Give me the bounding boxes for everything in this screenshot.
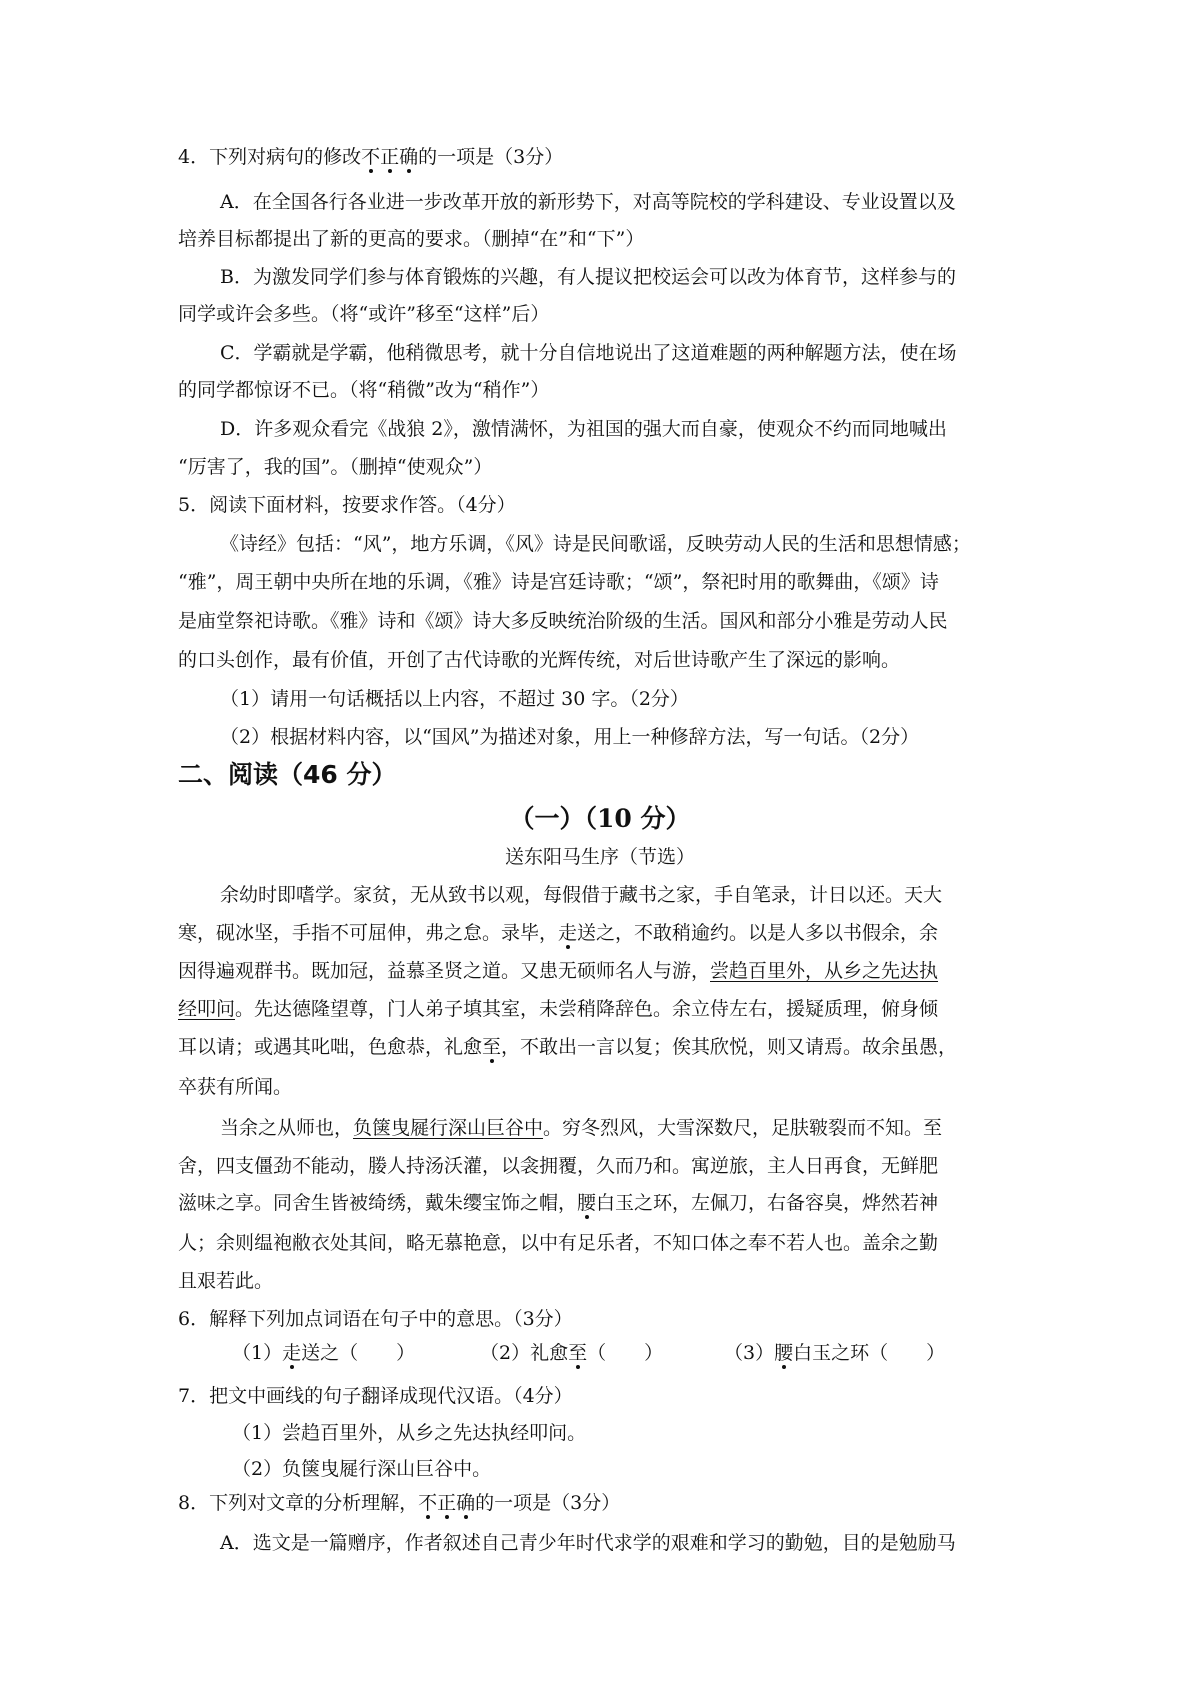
passage-line5: 耳以请；或遇其叱咄，色愈恭，礼愈至，不敢出一言以复；俟其欣悦，则又请焉。故余虽愚， xyxy=(178,1036,958,1058)
q5-passage-line4: 的口头创作，最有价值，开创了古代诗歌的光辉传统，对后世诗歌产生了深远的影响。 xyxy=(178,649,901,671)
q5-sub1: （1）请用一句话概括以上内容，不超过 30 字。（2分） xyxy=(220,688,689,710)
q4-option-d-line2: “厉害了，我的国”。（删掉“使观众”） xyxy=(178,456,493,478)
emphasis-dot: 至 xyxy=(482,1036,502,1058)
emphasis-dot: 至 xyxy=(568,1342,588,1364)
q5-passage-line1: 《诗经》包括：“风”，地方乐调，《风》诗是民间歌谣，反映劳动人民的生活和思想情感； xyxy=(220,533,971,555)
emphasis-dot: 不 xyxy=(418,1492,438,1514)
underlined-sentence: 尝趋百里外，从乡之先达执 xyxy=(710,960,939,982)
underlined-sentence: 负箧曳屣行深山巨谷中 xyxy=(353,1117,544,1139)
q8-option-a-line1: A．选文是一篇赠序，作者叙述自己青少年时代求学的艰难和学习的勤勉，目的是勉励马 xyxy=(220,1532,956,1554)
passage-line11: 且艰若此。 xyxy=(178,1270,274,1292)
q5-stem: 5．阅读下面材料，按要求作答。（4分） xyxy=(178,494,516,516)
passage-line6: 卒获有所闻。 xyxy=(178,1076,293,1098)
passage-line2: 寒，砚冰坚，手指不可屈伸，弗之怠。录毕，走送之，不敢稍逾约。以是人多以书假余，余 xyxy=(178,922,939,944)
q5-sub2: （2）根据材料内容，以“国风”为描述对象，用上一种修辞方法，写一句话。（2分） xyxy=(220,726,920,748)
q7-sentence1: （1）尝趋百里外，从乡之先达执经叩问。 xyxy=(232,1422,587,1444)
emphasis-dot: 确 xyxy=(456,1492,476,1514)
q5-passage-line3: 是庙堂祭祀诗歌。《雅》诗和《颂》诗大多反映统治阶级的生活。国风和部分小雅是劳动人民 xyxy=(178,610,948,632)
passage-line4: 经叩问。先达德隆望尊，门人弟子填其室，未尝稍降辞色。余立侍左右，援疑质理，俯身倾 xyxy=(178,998,939,1020)
q5-passage-line2: “雅”，周王朝中央所在地的乐调，《雅》诗是宫廷诗歌；“颂”，祭祀时用的歌舞曲，《颂》诗 xyxy=(178,571,939,593)
passage-line3: 因得遍观群书。既加冠，益慕圣贤之道。又患无硕师名人与游，尝趋百里外，从乡之先达执 xyxy=(178,960,939,982)
q6-item1: （1）走送之（ ） xyxy=(232,1342,416,1364)
q4-option-a-line1: A．在全国各行各业进一步改革开放的新形势下，对高等院校的学科建设、专业设置以及 xyxy=(220,191,956,213)
emphasis-dot: 腰 xyxy=(774,1342,794,1364)
q4-option-a-line2: 培养目标都提出了新的更高的要求。（删掉“在”和“下”） xyxy=(178,228,645,250)
passage-line9: 滋味之享。同舍生皆被绮绣，戴朱缨宝饰之帽，腰白玉之环，左佩刀，右备容臭，烨然若神 xyxy=(178,1192,939,1214)
underlined-sentence: 经叩问 xyxy=(178,998,236,1020)
passage-line7: 当余之从师也，负箧曳屣行深山巨谷中。穷冬烈风，大雪深数尺，足肤皲裂而不知。至 xyxy=(220,1117,943,1139)
q4-option-d-line1: D．许多观众看完《战狼 2》，激情满怀，为祖国的强大而自豪，使观众不约而同地喊出 xyxy=(220,418,947,440)
q6-stem: 6．解释下列加点词语在句子中的意思。（3分） xyxy=(178,1308,573,1330)
passage-line10: 人；余则缊袍敝衣处其间，略无慕艳意，以中有足乐者，不知口体之奉不若人也。盖余之勤 xyxy=(178,1232,939,1254)
q4-option-c-line1: C．学霸就是学霸，他稍微思考，就十分自信地说出了这道难题的两种解题方法，使在场 xyxy=(220,342,957,364)
q4-option-c-line2: 的同学都惊讶不已。（将“稍微”改为“稍作”） xyxy=(178,379,550,401)
section-heading: 二、阅读（46 分） xyxy=(178,760,397,789)
emphasis-dot: 走 xyxy=(558,922,578,944)
passage-line8: 舍，四支僵劲不能动，媵人持汤沃灌，以衾拥覆，久而乃和。寓逆旅，主人日再食，无鲜肥 xyxy=(178,1155,939,1177)
part-title: （一）（10 分） xyxy=(509,804,691,833)
emphasis-dot: 不 xyxy=(361,146,381,168)
q7-stem: 7．把文中画线的句子翻译成现代汉语。（4分） xyxy=(178,1385,573,1407)
q6-item3: （3）腰白玉之环（ ） xyxy=(724,1342,946,1364)
q4-option-b-line2: 同学或许会多些。（将“或许”移至“这样”后） xyxy=(178,303,550,325)
q8-stem: 8．下列对文章的分析理解，不正确的一项是（3分） xyxy=(178,1492,621,1514)
emphasis-dot: 确 xyxy=(399,146,419,168)
passage-title: 送东阳马生序（节选） xyxy=(504,846,695,868)
q7-sentence2: （2）负箧曳屣行深山巨谷中。 xyxy=(232,1458,492,1480)
emphasis-dot: 腰 xyxy=(577,1192,597,1214)
emphasis-dot: 正 xyxy=(380,146,400,168)
q4-option-b-line1: B．为激发同学们参与体育锻炼的兴趣，有人提议把校运会可以改为体育节，这样参与的 xyxy=(220,266,956,288)
emphasis-dot: 走 xyxy=(282,1342,302,1364)
q4-stem: 4．下列对病句的修改不正确的一项是（3分） xyxy=(178,146,564,168)
passage-line1: 余幼时即嗜学。家贫，无从致书以观，每假借于藏书之家，手自笔录，计日以还。天大 xyxy=(220,884,943,906)
q6-item2: （2）礼愈至（ ） xyxy=(480,1342,664,1364)
emphasis-dot: 正 xyxy=(437,1492,457,1514)
